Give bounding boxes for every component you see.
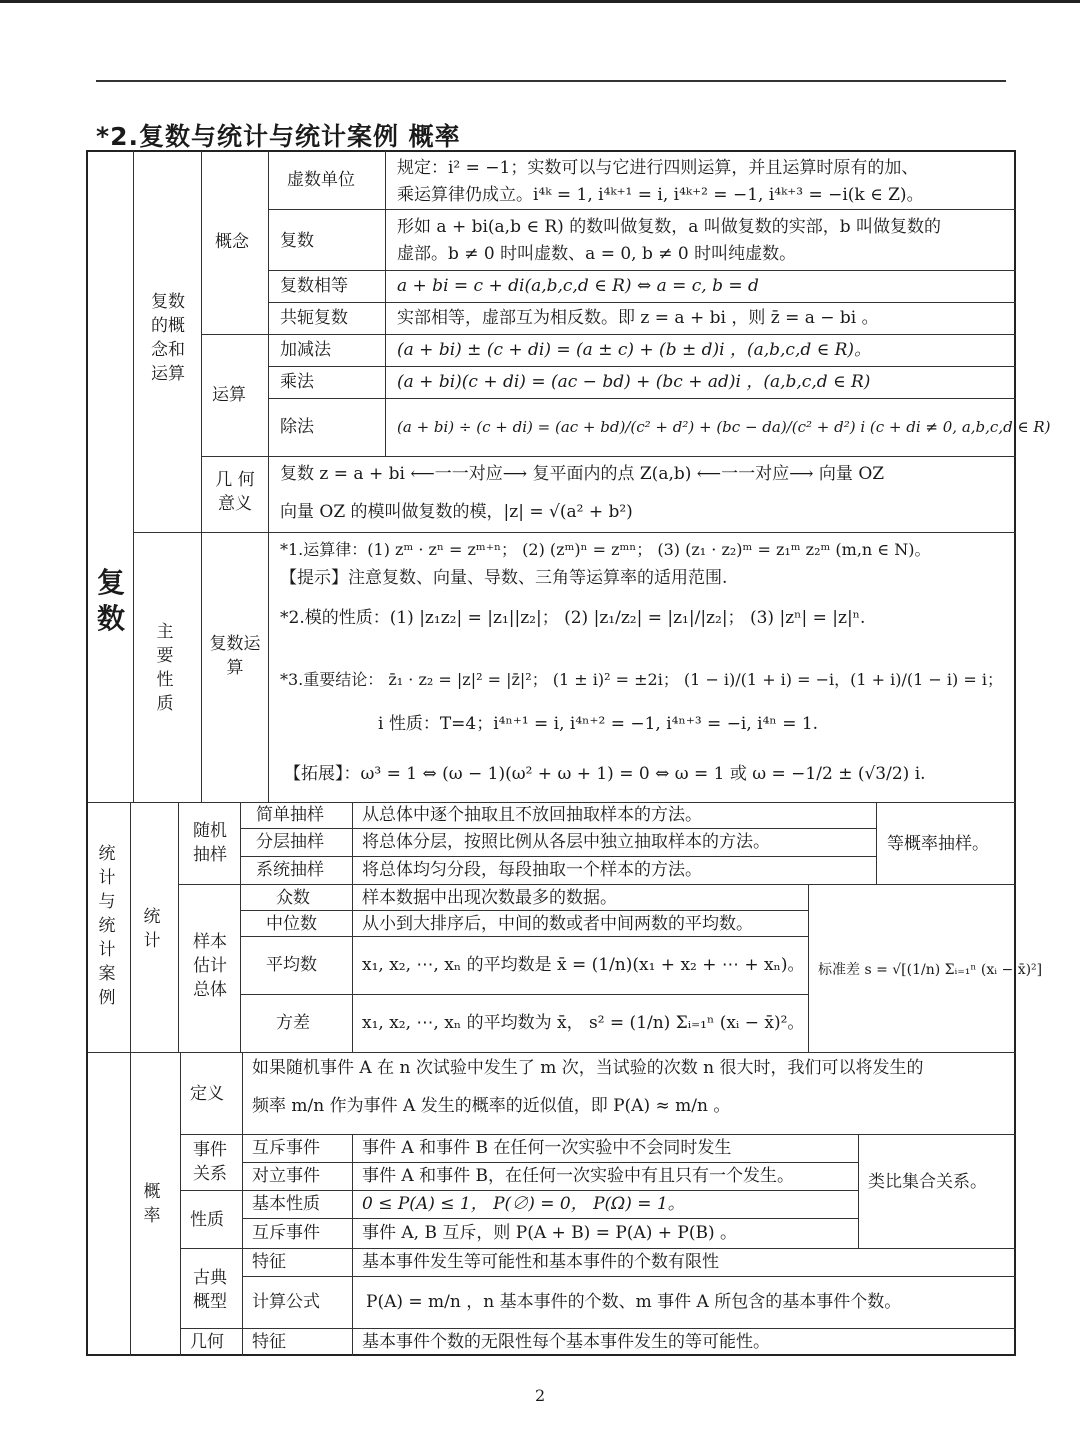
row-line (240, 994, 808, 995)
section-label-statistics: 统计与统计案例 (98, 844, 116, 1008)
label-mutually-exclusive-2: 互斥事件 (252, 1223, 320, 1243)
text-systematic-sampling: 将总体均匀分段，每段抽取一个样本的方法。 (362, 860, 702, 880)
label-formula: 计算公式 (252, 1292, 320, 1312)
label-mutually-exclusive: 互斥事件 (252, 1138, 320, 1158)
row-line (242, 1162, 858, 1163)
text-stratified-sampling: 将总体分层，按照比例从各层中独立抽取样本的方法。 (362, 832, 770, 852)
label-variance: 方差 (276, 1013, 310, 1033)
row-line (133, 532, 1016, 533)
label-stratified-sampling: 分层抽样 (256, 832, 324, 852)
page-number: 2 (535, 1386, 546, 1405)
label-complex-equality: 复数相等 (280, 276, 348, 296)
col-line (385, 151, 386, 456)
col-line (876, 802, 877, 884)
group-label-probability: 概率 (143, 1182, 161, 1226)
text-property-hint: 【提示】注意复数、向量、导数、三角等运算率的适用范围. (280, 568, 728, 588)
text-geometric-2: 向量 OZ 的模叫做复数的模，|z| = √(a² + b²) (280, 502, 633, 522)
text-property-extension: 【拓展】：ω³ = 1 ⇔ (ω − 1)(ω² + ω + 1) = 0 ⇔ ω = 1 或 ω = −1/2 ± (√3/2) i. (284, 764, 926, 784)
label-complex-number: 复数 (280, 231, 314, 251)
col-line (201, 151, 202, 802)
label-systematic-sampling: 系统抽样 (256, 860, 324, 880)
col-line (242, 1052, 243, 1356)
text-definition-2: 频率 m/n 作为事件 A 发生的概率的近似值，即 P(A) ≈ m/n 。 (252, 1096, 731, 1116)
row-line (240, 910, 808, 911)
row-line (180, 1190, 858, 1191)
text-set-analogy: 类比集合关系。 (868, 1172, 987, 1192)
text-complementary: 事件 A 和事件 B，在任何一次实验中有且只有一个发生。 (362, 1166, 794, 1186)
text-median: 从小到大排序后，中间的数或者中间两数的平均数。 (362, 914, 753, 934)
col-line (130, 802, 131, 1356)
text-geometric-1: 复数 z = a + bi ⟵一一对应⟶ 复平面内的点 Z(a,b) ⟵一一对应⟶ 向量 OZ (280, 464, 885, 484)
label-imaginary-unit: 虚数单位 (287, 170, 355, 190)
text-imaginary-unit-1: 规定：i² = −1；实数可以与它进行四则运算，并且运算时原有的加、 (397, 158, 919, 178)
text-geometric-feature: 基本事件个数的无限性每个基本事件发生的等可能性。 (362, 1332, 770, 1352)
label-complementary: 对立事件 (252, 1166, 320, 1186)
text-simple-sampling: 从总体中逐个抽取且不放回抽取样本的方法。 (362, 805, 702, 825)
label-geometric-meaning: 几 何 意义 (215, 470, 255, 514)
row-line (180, 1248, 1016, 1249)
label-operations: 运算 (212, 385, 246, 405)
text-imaginary-unit-2: 乘运算律仍成立。i⁴ᵏ = 1, i⁴ᵏ⁺¹ = i, i⁴ᵏ⁺² = −1, i⁴ᵏ⁺³ = −i(k ∈ Z)。 (397, 185, 924, 205)
text-mode: 样本数据中出现次数最多的数据。 (362, 888, 617, 908)
row-line (180, 1328, 1016, 1329)
text-complex-number-1: 形如 a + bi(a,b ∈ R) 的数叫做复数，a 叫做复数的实部，b 叫做复数的 (397, 217, 942, 237)
col-line (268, 532, 269, 802)
row-line (180, 1134, 1016, 1135)
text-property-i: i 性质：T=4；i⁴ⁿ⁺¹ = i, i⁴ⁿ⁺² = −1, i⁴ⁿ⁺³ = −i, i⁴ⁿ = 1. (378, 714, 819, 734)
label-geometric-feature: 特征 (252, 1332, 286, 1352)
text-mean: x₁, x₂, ⋯, xₙ 的平均数是 x̄ = (1/n)(x₁ + x₂ + ⋯ + xₙ)。 (362, 955, 805, 975)
label-classical-feature: 特征 (252, 1252, 286, 1272)
row-line (178, 884, 1016, 885)
text-variance: x₁, x₂, ⋯, xₙ 的平均数为 x̄， s² = (1/n) Σᵢ₌₁ⁿ (xᵢ − x̄)²。 (362, 1013, 805, 1033)
text-property-1: *1.运算律：(1) zᵐ · zⁿ = zᵐ⁺ⁿ； (2) (zᵐ)ⁿ = zᵐⁿ； (3) (z₁ · z₂)ᵐ = z₁ᵐ z₂ᵐ (m,n ∈ N)。 (280, 540, 931, 559)
label-simple-sampling: 简单抽样 (256, 805, 324, 825)
row-line (242, 1276, 1016, 1277)
row-line (268, 270, 1016, 271)
label-multiplication: 乘法 (280, 372, 314, 392)
row-line (242, 1218, 858, 1219)
row-line (268, 302, 1016, 303)
section-divider (88, 1052, 1016, 1053)
page-top-edge (0, 0, 1080, 3)
label-division: 除法 (280, 417, 314, 437)
label-median: 中位数 (266, 914, 317, 934)
row-line (240, 856, 876, 857)
group-label-statistics: 统计 (143, 907, 161, 951)
col-line (352, 1134, 353, 1356)
col-line (133, 151, 134, 802)
label-complex-operations: 复数运算 (209, 634, 261, 678)
row-line (268, 366, 1016, 367)
text-equal-probability: 等概率抽样。 (887, 834, 989, 854)
text-classical-feature: 基本事件发生等可能性和基本事件的个数有限性 (362, 1252, 719, 1272)
label-mean: 平均数 (266, 955, 317, 975)
label-conjugate: 共轭复数 (280, 308, 348, 328)
text-property-3: *3.重要结论： z̄₁ · z₂ = |z|² = |z̄|²； (1 ± i)² = ±2i； (1 − i)/(1 + i) = −i，(1 + i)/(1 − i) = i； (280, 670, 1003, 689)
label-addition: 加减法 (280, 340, 331, 360)
text-division: (a + bi) ÷ (c + di) = (ac + bd)/(c² + d²) + (bc − da)/(c² + d²) i (c + di ≠ 0, a,b,c,d ∈ R) (397, 418, 1051, 436)
label-sample-estimation: 样本估计总体 (193, 932, 227, 1000)
section-label-complex: 复数 (96, 566, 125, 635)
text-mutually-exclusive: 事件 A 和事件 B 在任何一次实验中不会同时发生 (362, 1138, 732, 1158)
label-geometric-model: 几何 (190, 1332, 224, 1352)
label-definition: 定义 (190, 1084, 224, 1104)
label-mode: 众数 (276, 888, 310, 908)
label-random-sampling: 随机抽样 (193, 821, 227, 865)
group-label-concept-ops: 复数的概念和运算 (151, 292, 185, 384)
label-classical-model: 古典概型 (193, 1268, 227, 1312)
label-concept: 概念 (215, 232, 249, 252)
label-properties: 性质 (190, 1210, 224, 1230)
header-rule (96, 80, 1006, 82)
text-property-2: *2.模的性质：(1) |z₁z₂| = |z₁||z₂|； (2) |z₁/z₂| = |z₁|/|z₂|； (3) |zⁿ| = |z|ⁿ. (280, 608, 866, 628)
col-line (352, 802, 353, 1052)
label-basic-properties: 基本性质 (252, 1194, 320, 1214)
col-line (180, 1052, 181, 1356)
col-line (858, 1134, 859, 1248)
text-formula: P(A) = m/n ，n 基本事件的个数、m 事件 A 所包含的基本事件个数。 (366, 1292, 902, 1312)
row-line (201, 456, 1016, 457)
row-line (240, 828, 876, 829)
text-definition-1: 如果随机事件 A 在 n 次试验中发生了 m 次，当试验的次数 n 很大时，我们可以将发生的 (252, 1058, 924, 1078)
text-conjugate: 实部相等，虚部互为相反数。即 z = a + bi ，则 z̄ = a − bi 。 (397, 308, 879, 328)
col-line (178, 802, 179, 1052)
text-complex-number-2: 虚部。b ≠ 0 时叫虚数、a = 0, b ≠ 0 时叫纯虚数。 (397, 244, 797, 264)
text-addition: (a + bi) ± (c + di) = (a ± c) + (b ± d)i ，(a,b,c,d ∈ R)。 (397, 340, 872, 360)
text-basic-properties: 0 ≤ P(A) ≤ 1， P(∅) = 0， P(Ω) = 1。 (362, 1194, 685, 1214)
row-line (268, 398, 1016, 399)
row-line (240, 936, 808, 937)
row-line (268, 209, 1016, 210)
text-standard-deviation: 标准差 s = √[(1/n) Σᵢ₌₁ⁿ (xᵢ − x̄)²] (818, 962, 1043, 978)
page-title: *2.复数与统计与统计案例 概率 (96, 122, 461, 151)
label-event-relations: 事件关系 (193, 1140, 227, 1184)
text-mutually-exclusive-2: 事件 A, B 互斥，则 P(A + B) = P(A) + P(B) 。 (362, 1223, 737, 1243)
text-multiplication: (a + bi)(c + di) = (ac − bd) + (bc + ad)i ，(a,b,c,d ∈ R) (397, 372, 871, 392)
col-line (240, 802, 241, 884)
col-line (808, 884, 809, 1052)
text-complex-equality: a + bi = c + di(a,b,c,d ∈ R) ⇔ a = c, b = d (397, 276, 759, 296)
row-line (201, 334, 1016, 335)
group-label-main-properties: 主要性质 (156, 622, 174, 714)
